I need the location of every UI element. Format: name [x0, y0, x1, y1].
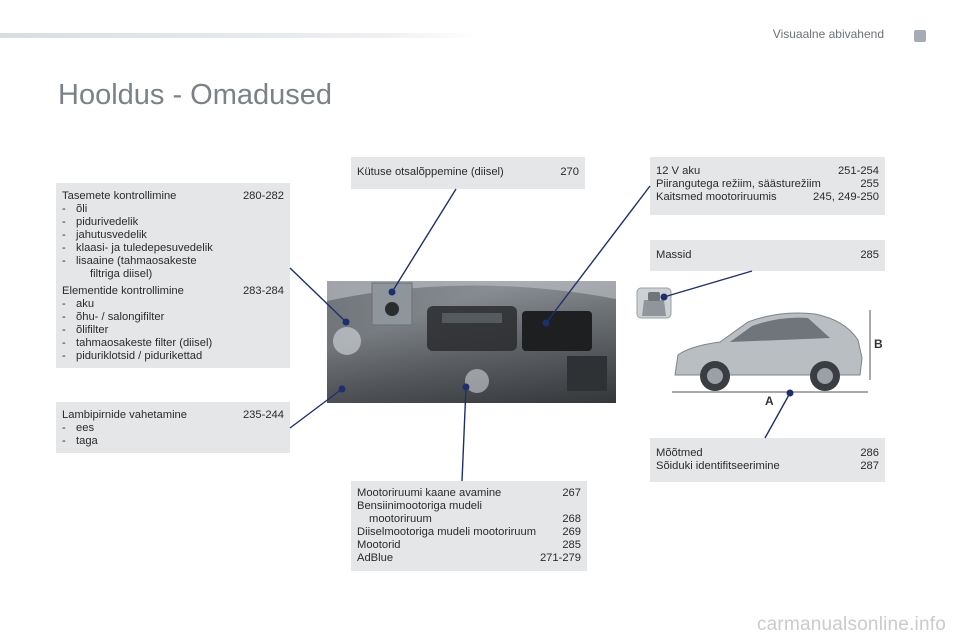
fuses-label[interactable]: Kaitsmed mootoriruumis: [656, 191, 777, 203]
list-item: - piduriklotsid / pidurikettad: [62, 350, 203, 362]
callout-dot: [389, 289, 395, 295]
masses-pages[interactable]: 285: [860, 249, 879, 261]
bonnet-label[interactable]: Mootoriruumi kaane avamine: [357, 487, 502, 499]
callout-dot: [339, 386, 345, 392]
callout-line-bonnet: [462, 387, 466, 481]
list-item: - lisaaine (tahmaosakeste: [62, 255, 197, 267]
callout-line-dimensions: [765, 393, 790, 438]
engines-label[interactable]: Mootorid: [357, 539, 401, 551]
masses-label[interactable]: Massid: [656, 249, 692, 261]
petrol-label: Bensiinimootoriga mudeli: [357, 500, 482, 512]
list-item: - aku: [62, 298, 95, 310]
battery-label[interactable]: 12 V aku: [656, 165, 701, 177]
list-item-continued: filtriga diisel): [90, 268, 153, 280]
list-item: - õli: [62, 203, 88, 215]
callout-line-battery: [546, 186, 650, 323]
petrol-engine-pages[interactable]: 268: [562, 513, 581, 525]
lamps-heading[interactable]: Lambipirnide vahetamine: [62, 409, 188, 421]
dimension-b-label: B: [874, 337, 883, 351]
callout-dot: [543, 320, 549, 326]
list-item: - pidurivedelik: [62, 216, 139, 228]
engines-pages[interactable]: 285: [562, 539, 581, 551]
eco-mode-label[interactable]: Piirangutega režiim, säästurežiim: [656, 178, 821, 190]
list-item: - õlifilter: [62, 324, 109, 336]
vin-label[interactable]: Sõiduki identifitseerimine: [656, 460, 780, 472]
bonnet-pages[interactable]: 267: [562, 487, 581, 499]
page-title: Hooldus - Omadused: [58, 79, 333, 112]
elements-pages[interactable]: 283-284: [242, 285, 284, 297]
diesel-label[interactable]: Diiselmootoriga mudeli mootoriruum: [357, 526, 537, 538]
eco-mode-pages[interactable]: 255: [860, 178, 879, 190]
diesel-pages[interactable]: 269: [562, 526, 581, 538]
levels-pages[interactable]: 280-282: [242, 190, 284, 202]
callout-line-fuel: [392, 189, 456, 292]
petrol-engine-label[interactable]: mootoriruum: [369, 513, 432, 525]
fuel-pages[interactable]: 270: [560, 166, 579, 178]
dimension-a-label: A: [765, 394, 774, 408]
callout-dot: [787, 390, 793, 396]
list-item: - tahmaosakeste filter (diisel): [62, 337, 213, 349]
list-item: - klaasi- ja tuledepesuvedelik: [62, 242, 213, 254]
callout-line-masses: [664, 271, 752, 297]
adblue-pages[interactable]: 271-279: [539, 552, 581, 564]
elements-heading[interactable]: Elementide kontrollimine: [62, 285, 184, 297]
list-item: - õhu- / salongifilter: [62, 311, 165, 323]
footer-watermark: carmanualsonline.info: [756, 614, 946, 635]
vin-pages[interactable]: 287: [860, 460, 879, 472]
callout-line-lamps: [290, 389, 342, 428]
fuel-label[interactable]: Kütuse otsalõppemine (diisel): [357, 166, 504, 178]
section-label: Visuaalne abivahend: [772, 27, 884, 41]
lamps-pages[interactable]: 235-244: [242, 409, 284, 421]
list-item: - taga: [62, 435, 98, 447]
fuses-pages[interactable]: 245, 249-250: [813, 191, 879, 203]
battery-pages[interactable]: 251-254: [837, 165, 879, 177]
callout-dot: [343, 319, 349, 325]
adblue-label[interactable]: AdBlue: [357, 552, 394, 564]
callout-dot: [661, 294, 667, 300]
levels-heading[interactable]: Tasemete kontrollimine: [62, 190, 177, 202]
list-item: - ees: [62, 422, 95, 434]
dims-pages[interactable]: 286: [860, 447, 879, 459]
dims-label[interactable]: Mõõtmed: [656, 447, 703, 459]
callout-line-levels: [290, 268, 346, 322]
callout-dot: [463, 384, 469, 390]
list-item: - jahutusvedelik: [62, 229, 147, 241]
